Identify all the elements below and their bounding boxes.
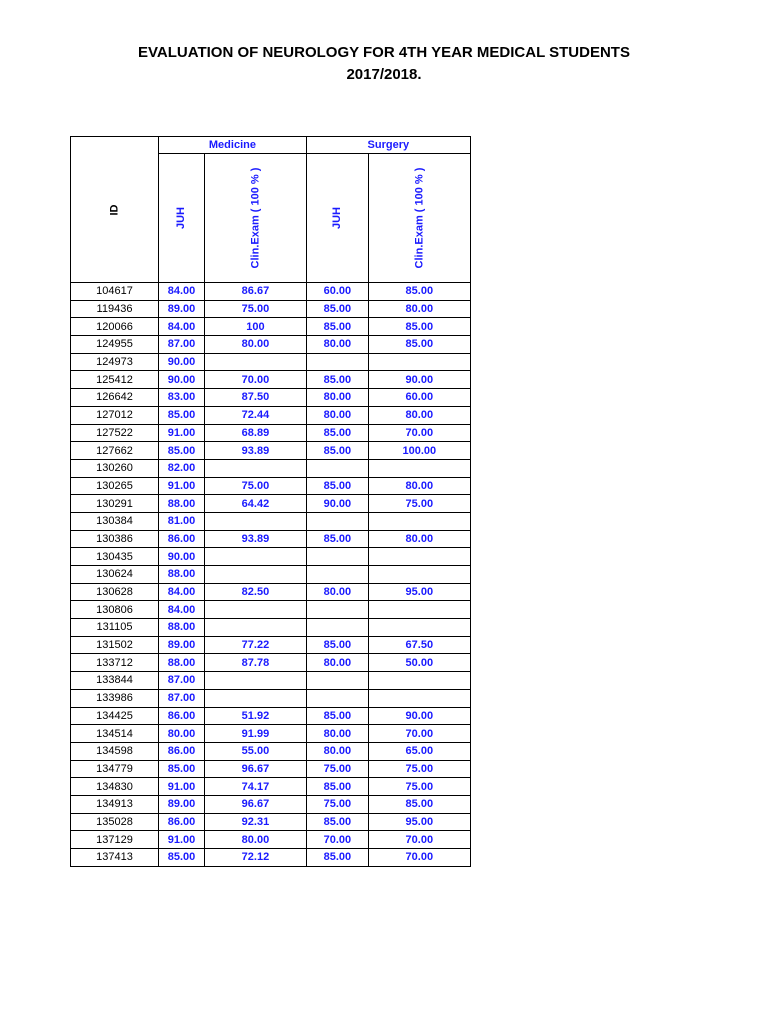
- medicine-clin-label: Clin.Exam ( 100 % ): [249, 167, 262, 269]
- surgery-clin-cell: 80.00: [368, 477, 470, 495]
- surgery-clin-cell: 85.00: [368, 318, 470, 336]
- surgery-juh-cell: 80.00: [306, 406, 368, 424]
- medicine-juh-cell: 90.00: [159, 371, 205, 389]
- table-row: [71, 849, 471, 867]
- id-cell: 131502: [71, 636, 159, 654]
- medicine-juh-cell: 91.00: [159, 424, 205, 442]
- surgery-juh-cell: 85.00: [306, 424, 368, 442]
- page-title: [0, 42, 768, 86]
- medicine-clin-cell: 92.31: [205, 813, 307, 831]
- medicine-clin-header: [205, 154, 307, 283]
- surgery-juh-cell: 80.00: [306, 583, 368, 601]
- id-cell: 134913: [71, 795, 159, 813]
- id-cell: 124973: [71, 353, 159, 371]
- surgery-clin-cell: 70.00: [368, 831, 470, 849]
- table-row: [71, 442, 471, 460]
- id-cell: 127522: [71, 424, 159, 442]
- surgery-clin-cell: 85.00: [368, 795, 470, 813]
- surgery-juh-cell: 85.00: [306, 813, 368, 831]
- medicine-juh-cell: 89.00: [159, 300, 205, 318]
- id-cell: 134425: [71, 707, 159, 725]
- id-cell: 133844: [71, 672, 159, 690]
- medicine-clin-cell: 87.50: [205, 389, 307, 407]
- surgery-juh-cell: [306, 601, 368, 619]
- medicine-clin-cell: 75.00: [205, 300, 307, 318]
- surgery-clin-cell: 85.00: [368, 336, 470, 354]
- id-header: [71, 137, 159, 283]
- medicine-clin-cell: 87.78: [205, 654, 307, 672]
- surgery-clin-cell: [368, 601, 470, 619]
- medicine-clin-cell: 68.89: [205, 424, 307, 442]
- surgery-clin-cell: 90.00: [368, 371, 470, 389]
- surgery-clin-cell: 80.00: [368, 530, 470, 548]
- table-row: [71, 336, 471, 354]
- medicine-juh-cell: 86.00: [159, 707, 205, 725]
- table-row: [71, 283, 471, 301]
- surgery-juh-cell: [306, 512, 368, 530]
- id-cell: 134779: [71, 760, 159, 778]
- surgery-juh-cell: 85.00: [306, 318, 368, 336]
- medicine-juh-cell: 86.00: [159, 742, 205, 760]
- id-cell: 137129: [71, 831, 159, 849]
- title-line-1: EVALUATION OF NEUROLOGY FOR 4TH YEAR MEDICAL STUDENTS: [138, 44, 630, 61]
- surgery-header: Surgery: [306, 137, 470, 154]
- table-row: [71, 495, 471, 513]
- medicine-clin-cell: [205, 619, 307, 637]
- surgery-juh-cell: 85.00: [306, 707, 368, 725]
- table-row: [71, 512, 471, 530]
- id-cell: 120066: [71, 318, 159, 336]
- medicine-clin-cell: 55.00: [205, 742, 307, 760]
- table-row: [71, 672, 471, 690]
- table-row: [71, 654, 471, 672]
- medicine-juh-cell: 87.00: [159, 672, 205, 690]
- surgery-clin-cell: [368, 566, 470, 584]
- medicine-clin-cell: [205, 689, 307, 707]
- surgery-clin-cell: 95.00: [368, 583, 470, 601]
- medicine-juh-cell: 83.00: [159, 389, 205, 407]
- surgery-clin-cell: 95.00: [368, 813, 470, 831]
- surgery-clin-cell: 65.00: [368, 742, 470, 760]
- table-row: [71, 795, 471, 813]
- surgery-juh-cell: 85.00: [306, 530, 368, 548]
- medicine-juh-cell: 86.00: [159, 530, 205, 548]
- table-row: [71, 406, 471, 424]
- surgery-juh-cell: [306, 672, 368, 690]
- medicine-juh-cell: 84.00: [159, 601, 205, 619]
- medicine-clin-cell: 100: [205, 318, 307, 336]
- surgery-juh-cell: [306, 548, 368, 566]
- table-row: [71, 566, 471, 584]
- id-cell: 130806: [71, 601, 159, 619]
- medicine-juh-header: [159, 154, 205, 283]
- surgery-juh-cell: [306, 566, 368, 584]
- surgery-juh-cell: [306, 353, 368, 371]
- surgery-juh-cell: [306, 619, 368, 637]
- table-row: [71, 742, 471, 760]
- medicine-juh-cell: 84.00: [159, 318, 205, 336]
- id-cell: 130628: [71, 583, 159, 601]
- medicine-clin-cell: 72.12: [205, 849, 307, 867]
- surgery-juh-cell: 85.00: [306, 371, 368, 389]
- table-row: [71, 548, 471, 566]
- medicine-juh-cell: 85.00: [159, 760, 205, 778]
- id-cell: 130624: [71, 566, 159, 584]
- surgery-juh-header: [306, 154, 368, 283]
- surgery-clin-cell: 100.00: [368, 442, 470, 460]
- table-row: [71, 778, 471, 796]
- medicine-juh-cell: 85.00: [159, 442, 205, 460]
- surgery-clin-header: [368, 154, 470, 283]
- table-row: [71, 459, 471, 477]
- surgery-clin-cell: 85.00: [368, 283, 470, 301]
- medicine-clin-cell: 77.22: [205, 636, 307, 654]
- medicine-juh-cell: 88.00: [159, 495, 205, 513]
- surgery-clin-cell: [368, 353, 470, 371]
- id-cell: 135028: [71, 813, 159, 831]
- surgery-juh-cell: [306, 689, 368, 707]
- medicine-clin-cell: [205, 601, 307, 619]
- medicine-clin-cell: 80.00: [205, 336, 307, 354]
- medicine-clin-cell: [205, 672, 307, 690]
- medicine-juh-cell: 88.00: [159, 566, 205, 584]
- table-row: [71, 353, 471, 371]
- medicine-clin-cell: [205, 566, 307, 584]
- surgery-clin-cell: 50.00: [368, 654, 470, 672]
- surgery-clin-cell: 70.00: [368, 424, 470, 442]
- medicine-juh-cell: 81.00: [159, 512, 205, 530]
- id-cell: 104617: [71, 283, 159, 301]
- id-cell: 131105: [71, 619, 159, 637]
- medicine-juh-cell: 89.00: [159, 795, 205, 813]
- surgery-juh-cell: 80.00: [306, 725, 368, 743]
- surgery-clin-cell: 75.00: [368, 778, 470, 796]
- id-cell: 130265: [71, 477, 159, 495]
- table-header: [71, 137, 471, 283]
- surgery-clin-cell: [368, 512, 470, 530]
- medicine-juh-cell: 84.00: [159, 583, 205, 601]
- medicine-clin-cell: 93.89: [205, 530, 307, 548]
- medicine-juh-label: JUH: [175, 206, 188, 230]
- id-cell: 134514: [71, 725, 159, 743]
- id-cell: 119436: [71, 300, 159, 318]
- surgery-juh-cell: 70.00: [306, 831, 368, 849]
- table-row: [71, 619, 471, 637]
- table-row: [71, 689, 471, 707]
- id-cell: 130384: [71, 512, 159, 530]
- medicine-clin-cell: 51.92: [205, 707, 307, 725]
- medicine-header: Medicine: [159, 137, 307, 154]
- id-header-label: ID: [108, 204, 121, 215]
- table-row: [71, 813, 471, 831]
- surgery-juh-cell: 80.00: [306, 389, 368, 407]
- id-cell: 127662: [71, 442, 159, 460]
- medicine-juh-cell: 87.00: [159, 689, 205, 707]
- surgery-juh-cell: 85.00: [306, 477, 368, 495]
- surgery-clin-cell: [368, 672, 470, 690]
- medicine-clin-cell: 80.00: [205, 831, 307, 849]
- medicine-clin-cell: 93.89: [205, 442, 307, 460]
- medicine-clin-cell: [205, 512, 307, 530]
- table-row: [71, 389, 471, 407]
- medicine-juh-cell: 80.00: [159, 725, 205, 743]
- medicine-juh-cell: 90.00: [159, 548, 205, 566]
- medicine-juh-cell: 87.00: [159, 336, 205, 354]
- surgery-clin-cell: 75.00: [368, 495, 470, 513]
- table-row: [71, 318, 471, 336]
- id-cell: 125412: [71, 371, 159, 389]
- surgery-clin-cell: 80.00: [368, 300, 470, 318]
- medicine-clin-cell: 91.99: [205, 725, 307, 743]
- surgery-juh-label: JUH: [331, 206, 344, 230]
- medicine-juh-cell: 90.00: [159, 353, 205, 371]
- title-line-2: 2017/2018.: [346, 66, 422, 83]
- surgery-clin-cell: [368, 689, 470, 707]
- medicine-juh-cell: 91.00: [159, 831, 205, 849]
- medicine-juh-cell: 91.00: [159, 477, 205, 495]
- table-row: [71, 583, 471, 601]
- surgery-juh-cell: [306, 459, 368, 477]
- surgery-juh-cell: 90.00: [306, 495, 368, 513]
- surgery-clin-cell: 80.00: [368, 406, 470, 424]
- id-cell: 137413: [71, 849, 159, 867]
- surgery-juh-cell: 80.00: [306, 336, 368, 354]
- id-cell: 130386: [71, 530, 159, 548]
- surgery-juh-cell: 60.00: [306, 283, 368, 301]
- table-row: [71, 636, 471, 654]
- medicine-juh-cell: 91.00: [159, 778, 205, 796]
- table-row: [71, 300, 471, 318]
- surgery-juh-cell: 85.00: [306, 849, 368, 867]
- surgery-clin-cell: 75.00: [368, 760, 470, 778]
- surgery-juh-cell: 85.00: [306, 300, 368, 318]
- surgery-juh-cell: 85.00: [306, 778, 368, 796]
- medicine-clin-cell: [205, 353, 307, 371]
- id-cell: 134830: [71, 778, 159, 796]
- medicine-clin-cell: [205, 459, 307, 477]
- surgery-juh-cell: 85.00: [306, 636, 368, 654]
- table-row: [71, 424, 471, 442]
- grades-table: [70, 136, 471, 867]
- medicine-juh-cell: 84.00: [159, 283, 205, 301]
- id-cell: 134598: [71, 742, 159, 760]
- table-row: [71, 831, 471, 849]
- id-cell: 130260: [71, 459, 159, 477]
- medicine-clin-cell: 70.00: [205, 371, 307, 389]
- medicine-juh-cell: 85.00: [159, 406, 205, 424]
- medicine-clin-cell: 74.17: [205, 778, 307, 796]
- table-row: [71, 530, 471, 548]
- surgery-clin-cell: [368, 619, 470, 637]
- medicine-clin-cell: 72.44: [205, 406, 307, 424]
- id-cell: 130291: [71, 495, 159, 513]
- id-cell: 133712: [71, 654, 159, 672]
- id-cell: 130435: [71, 548, 159, 566]
- medicine-clin-cell: 82.50: [205, 583, 307, 601]
- table-row: [71, 760, 471, 778]
- medicine-clin-cell: 64.42: [205, 495, 307, 513]
- medicine-clin-cell: 86.67: [205, 283, 307, 301]
- surgery-clin-label: Clin.Exam ( 100 % ): [413, 167, 426, 269]
- table-row: [71, 707, 471, 725]
- surgery-juh-cell: 85.00: [306, 442, 368, 460]
- surgery-juh-cell: 75.00: [306, 795, 368, 813]
- medicine-clin-cell: 96.67: [205, 795, 307, 813]
- surgery-clin-cell: 67.50: [368, 636, 470, 654]
- table-row: [71, 725, 471, 743]
- table-row: [71, 371, 471, 389]
- surgery-clin-cell: 70.00: [368, 725, 470, 743]
- id-cell: 133986: [71, 689, 159, 707]
- medicine-juh-cell: 85.00: [159, 849, 205, 867]
- table-row: [71, 477, 471, 495]
- id-cell: 126642: [71, 389, 159, 407]
- id-cell: 124955: [71, 336, 159, 354]
- surgery-juh-cell: 80.00: [306, 742, 368, 760]
- surgery-clin-cell: [368, 548, 470, 566]
- medicine-juh-cell: 86.00: [159, 813, 205, 831]
- table-body: [71, 283, 471, 867]
- medicine-juh-cell: 88.00: [159, 619, 205, 637]
- surgery-clin-cell: 90.00: [368, 707, 470, 725]
- id-cell: 127012: [71, 406, 159, 424]
- surgery-clin-cell: 70.00: [368, 849, 470, 867]
- surgery-juh-cell: 75.00: [306, 760, 368, 778]
- medicine-clin-cell: [205, 548, 307, 566]
- medicine-clin-cell: 75.00: [205, 477, 307, 495]
- medicine-juh-cell: 88.00: [159, 654, 205, 672]
- medicine-clin-cell: 96.67: [205, 760, 307, 778]
- medicine-juh-cell: 89.00: [159, 636, 205, 654]
- table-row: [71, 601, 471, 619]
- medicine-juh-cell: 82.00: [159, 459, 205, 477]
- surgery-juh-cell: 80.00: [306, 654, 368, 672]
- surgery-clin-cell: [368, 459, 470, 477]
- surgery-clin-cell: 60.00: [368, 389, 470, 407]
